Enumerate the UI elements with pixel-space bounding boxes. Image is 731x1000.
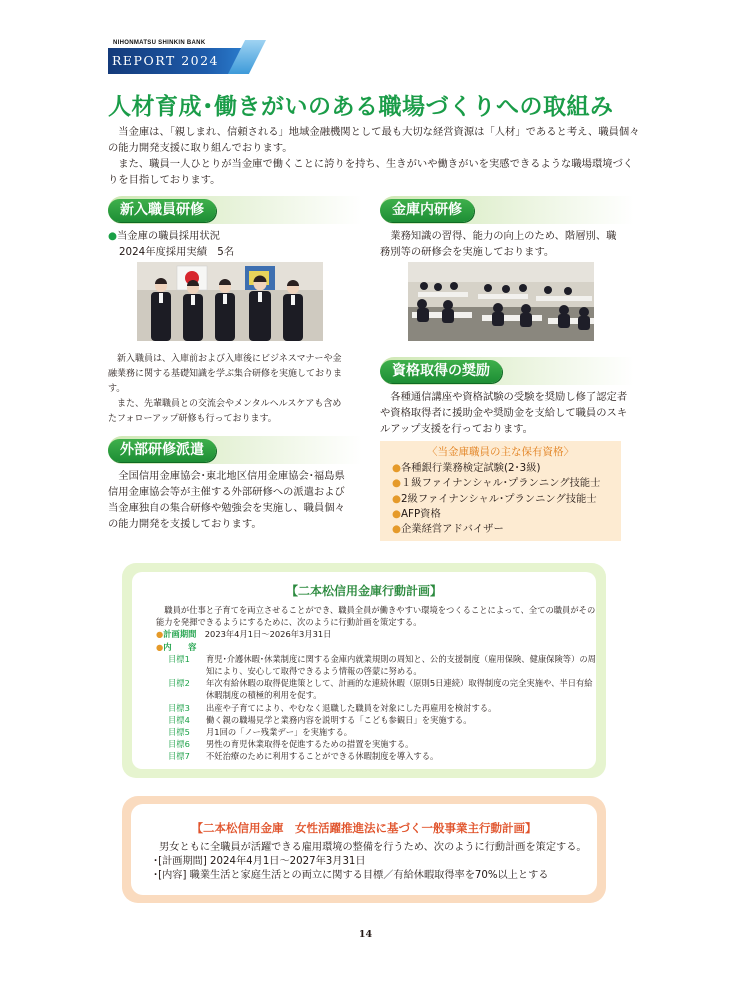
goal-text: 育児･介護休暇･休業制度に関する金庫内就業規則の周知と、公的支援制度（雇用保険、健康保険等）の周知により、安心して取得できるよう情報の啓蒙に努める。 <box>206 653 596 677</box>
women-plan-lead: 男女ともに全職員が活躍できる雇用環境の整備を行うため、次のように行動計画を策定する。 <box>159 842 587 853</box>
goal-label: 目標1 <box>168 653 190 664</box>
women-plan-inner <box>131 804 597 895</box>
goal-label: 目標4 <box>168 714 190 725</box>
section-title-internal: 金庫内研修 <box>380 199 474 222</box>
list-item: ● 2級ファイナンシャル･プランニング技能士 <box>392 492 600 507</box>
bank-name-label: NIHONMATSU SHINKIN BANK <box>113 40 206 46</box>
women-plan-content: ･[内容] 職業生活と家庭生活との両立に関する目標／有給休暇取得率を70%以上とする <box>153 870 549 882</box>
section-header-external <box>108 436 362 464</box>
internal-training-photo <box>408 262 594 341</box>
goal-row <box>156 714 596 726</box>
action-plan-content <box>156 641 596 653</box>
women-plan-box <box>122 796 606 903</box>
action-plan-period <box>156 628 596 640</box>
new-staff-photo <box>137 262 323 341</box>
intro-paragraph-1: 当金庫は、「親しまれ、信頼される」地域金融機関として最も大切な経営資源は「人材」であると考え、職員個々の能力開発支援に取り組んでおります。 <box>108 126 640 154</box>
list-item: ● １級ファイナンシャル･プランニング技能士 <box>392 476 600 491</box>
new-staff-paragraph-2: また、先輩職員との交流会やメンタルヘルスケアも含めたフォローアップ研修も行っております。 <box>108 399 342 424</box>
hiring-value: 2024年度採用実績 5名 <box>119 246 235 258</box>
content-label: 内 容 <box>163 641 197 652</box>
goal-row <box>156 653 596 677</box>
bullet-icon: ● <box>108 230 117 242</box>
qualifications-box <box>380 441 621 541</box>
action-plan-title: 【二本松信用金庫行動計画】 <box>285 584 442 598</box>
hiring-status <box>108 228 348 260</box>
period-label: 計画期間 <box>163 629 197 640</box>
section-title-new-staff: 新入職員研修 <box>108 199 216 222</box>
section-header-new-staff <box>108 196 362 224</box>
goal-row <box>156 726 596 738</box>
page-title: 人材育成･働きがいのある職場づくりへの取組み <box>108 94 614 120</box>
goal-row <box>156 738 596 750</box>
women-plan-period: ･[計画期間] 2024年4月1日～2027年3月31日 <box>153 856 366 868</box>
period-value: 2023年4月1日～2026年3月31日 <box>204 629 332 640</box>
qualification-text: 各種通信講座や資格試験の受験を奨励し修了認定者や資格取得者に援助金や奨励金を支給して職員のスキルアップ支援を行っております。 <box>380 391 628 435</box>
women-plan-body <box>153 841 587 884</box>
qualifications-title: 〈当金庫職員の主な保有資格〉 <box>427 446 574 458</box>
section-header-internal <box>380 196 634 224</box>
women-plan-title: 【二本松信用金庫 女性活躍推進法に基づく一般事業主行動計画】 <box>191 821 537 835</box>
page-number: 14 <box>358 929 373 940</box>
goal-row <box>156 702 596 714</box>
section-title-external: 外部研修派遣 <box>108 439 216 462</box>
goal-row <box>156 750 596 762</box>
goal-label: 目標5 <box>168 727 190 738</box>
goal-text: 出産や子育てにより、やむなく退職した職員を対象にした再雇用を検討する。 <box>206 702 497 713</box>
intro-paragraph-2: また、職員一人ひとりが当金庫で働くことに誇りを持ち、生きがいや働きがいを実感できるような職場環境づくりを目指しております。 <box>108 158 634 186</box>
bullet-icon: ● <box>156 629 164 640</box>
internal-training-text: 業務知識の習得、能力の向上のため、階層別、職務別等の研修会を実施しております。 <box>380 230 617 258</box>
list-item: ● AFP資格 <box>392 507 600 522</box>
bullet-icon: ● <box>156 641 164 652</box>
action-plan-body <box>156 604 596 763</box>
report-title: REPORT 2024 <box>112 53 220 68</box>
section-title-qualification: 資格取得の奨励 <box>380 360 502 383</box>
new-staff-description <box>108 352 350 427</box>
goal-label: 目標2 <box>168 678 190 689</box>
goal-text: 年次有給休暇の取得促進策として、計画的な連続休暇（原則5日連続）取得制度の完全実施や、半日有給休暇制度の積極的利用を促す。 <box>206 678 593 701</box>
qualifications-list <box>392 461 600 537</box>
list-item: ● 企業経営アドバイザー <box>392 522 600 537</box>
goal-text: 働く親の職場見学と業務内容を説明する「こども参観日」を実施する。 <box>206 714 472 725</box>
list-item: ● 各種銀行業務検定試験(2･3級) <box>392 461 600 476</box>
goal-label: 目標3 <box>168 702 190 713</box>
section-header-qualification <box>380 357 634 385</box>
intro-text <box>108 124 640 188</box>
action-plan-inner <box>132 572 596 769</box>
action-plan-box <box>122 563 606 778</box>
action-plan-lead: 職員が仕事と子育てを両立させることができ、職員全員が働きやすい環境をつくることによって、全ての職員がその能力を発揮できるようにするために、次のように行動計画を策定する。 <box>156 605 596 628</box>
goal-text: 男性の育児休業取得を促進するための措置を実施する。 <box>206 739 414 750</box>
goal-label: 目標6 <box>168 739 190 750</box>
goal-label: 目標7 <box>168 751 190 762</box>
external-training-text: 全国信用金庫協会･東北地区信用金庫協会･福島県信用金庫協会等が主催する外部研修への派遣および当金庫独自の集合研修や勉強会を実施し、職員個々の能力開発を支援しております。 <box>108 470 345 530</box>
goal-text: 不妊治療のために利用することができる休暇制度を導入する。 <box>206 751 439 762</box>
new-staff-paragraph-1: 新入職員は、入庫前および入庫後にビジネスマナーや金融業務に関する基礎知識を学ぶ集合研修を実施しております。 <box>108 354 343 394</box>
goal-text: 月1回の「ノー残業デー」を実施する。 <box>206 727 353 738</box>
hiring-label: 当金庫の職員採用状況 <box>117 230 220 242</box>
goal-row <box>156 677 596 701</box>
